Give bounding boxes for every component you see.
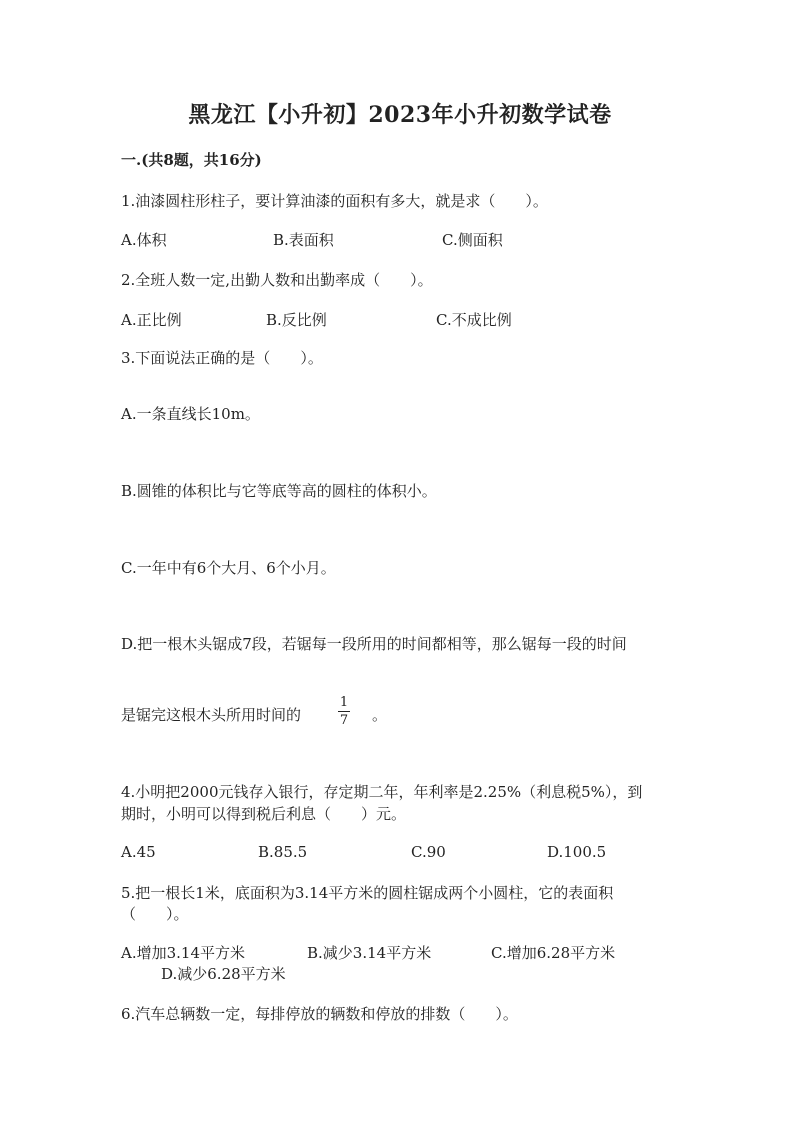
question-2-option-c: C.不成比例 [436,311,512,329]
question-5-option-d: D.减少6.28平方米 [161,965,286,983]
question-3-option-a: A.一条直线长10m。 [121,405,260,423]
question-2-option-a: A.正比例 [121,311,182,329]
question-3-stem: 3.下面说法正确的是（ ）。 [121,349,323,367]
question-3-option-d-line1: D.把一根木头锯成7段，若锯每一段所用的时间都相等，那么锯每一段的时间 [121,635,627,653]
question-4-option-a: A.45 [121,843,156,861]
question-1-option-a: A.体积 [121,231,167,249]
question-5-stem-line1: 5.把一根长1米，底面积为3.14平方米的圆柱锯成两个小圆柱，它的表面积 [121,884,614,902]
question-5-option-b: B.减少3.14平方米 [307,944,432,962]
question-3-option-d-end: 。 [372,706,388,724]
question-4-option-c: C.90 [411,843,446,861]
question-1-option-c: C.侧面积 [442,231,503,249]
question-4-stem-line1: 4.小明把2000元钱存入银行，存定期二年，年利率是2.25%（利息税5%），到 [121,783,643,801]
exam-title: 黑龙江【小升初】2023年小升初数学试卷 [188,102,612,128]
fraction-denominator: 7 [339,713,349,728]
question-3-option-c: C.一年中有6个大月、6个小月。 [121,559,336,577]
question-2-stem: 2.全班人数一定,出勤人数和出勤率成（ ）。 [121,271,433,289]
question-4-option-b: B.85.5 [258,843,308,861]
question-1-option-b: B.表面积 [273,231,334,249]
fraction-one-seventh [336,696,352,727]
question-2-option-b: B.反比例 [266,311,327,329]
question-3-option-d-line2: 是锯完这根木头所用时间的 [121,706,302,724]
question-5-option-a: A.增加3.14平方米 [121,944,245,962]
question-3-option-b: B.圆锥的体积比与它等底等高的圆柱的体积小。 [121,482,437,500]
question-1-stem: 1.油漆圆柱形柱子，要计算油漆的面积有多大，就是求（ ）。 [121,192,548,210]
question-4-option-d: D.100.5 [547,843,607,861]
question-5-stem-line2: （ ）。 [121,905,189,923]
question-5-option-c: C.增加6.28平方米 [491,944,616,962]
fraction-numerator: 1 [339,695,349,710]
section-heading: 一.(共8题，共16分) [121,151,262,169]
question-6-stem: 6.汽车总辆数一定，每排停放的辆数和停放的排数（ ）。 [121,1005,518,1023]
question-4-stem-line2: 期时，小明可以得到税后利息（ ）元。 [121,805,407,823]
